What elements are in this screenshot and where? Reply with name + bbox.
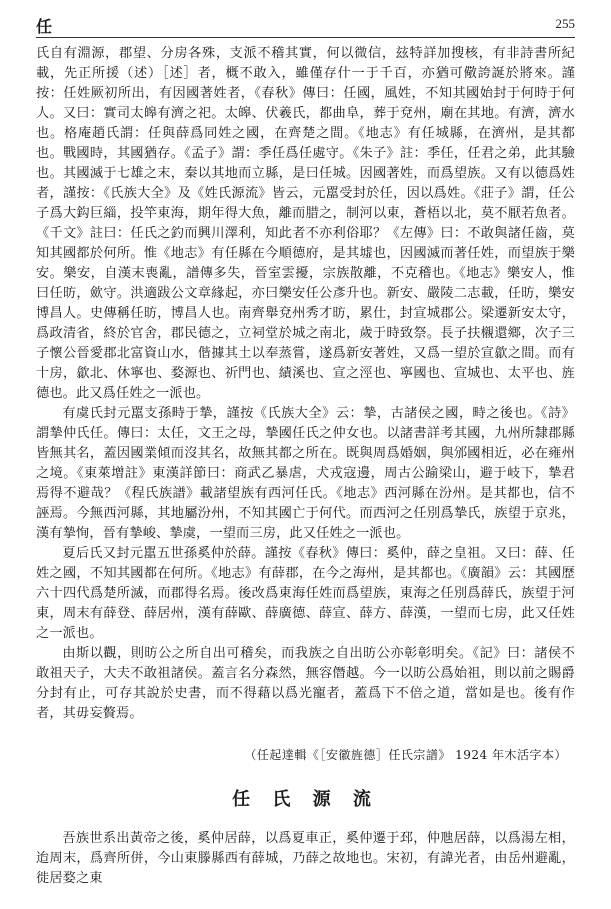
paragraph: 夏后氏又封元嚚五世孫奚仲於薛。謹按《春秋》傳曰：奚仲，薛之皇祖。又曰：薛、任姓之國，不知其國都在何所。《地志》有薛郡，在今之海州，是其都也。《廣韻》云：其國歷六十四代爲楚所滅，而郡得名焉。後改爲東海任姓而爲望族，東海之任別爲薛氏，族望于河東，周末有薛登、薛居州，漢有薛歐、薛廣德、薛宣、薛方、薛漢，一望而七房，此又任姓之一派也。 <box>36 546 575 641</box>
paragraph: 吾族世系出黃帝之後，奚仲居薛，以爲夏車正，奚仲遷于邳，仲虺居薛，以爲湯左相，迨周末，爲齊所併，今山東滕縣西有薛城，乃薛之故地也。宋初，有諱光者，由岳州避亂，徙居婺之東 <box>36 831 575 886</box>
page-header <box>36 14 575 36</box>
paragraph: 有虞氏封元嚚支孫畤于摯，謹按《氏族大全》云：摯，古諸侯之國，畤之後也。《詩》謂摯仲氏任。傳曰：太任，文王之母，摯國任氏之仲女也。以諸書詳考其國，九州所隸郡縣皆無其名，蓋因國業傾而沒其名，故無其都之所在。既與周爲婚姻，與邠國相近，必在雍州之境。《東萊增註》東漢詳節曰：商武乙暴虐，犬戎寇邊，周古公踰梁山，避于岐下，摯君焉得不避哉？《程氏族譜》載諸望族有西河任氏。《地志》西河縣在汾州。是其都也，信不誣焉。今無西河縣，其地屬汾州，不知其國亡于何代。而西河之任別爲摯氏，族望于京兆，漢有摯恂，晉有摯峻、摯虞，一望而三房，此又任姓之一派也。 <box>36 406 575 541</box>
running-title: 任 <box>36 17 53 36</box>
section-title: 任 氏 源 流 <box>232 789 379 810</box>
page-number: 255 <box>555 16 575 31</box>
source-citation: （任起達輯《［安徽旌德］任氏宗譜》 1924 年木活字本） <box>244 748 567 762</box>
paragraph: 氏自有淵源，郡望、分房各殊，支派不稽其實，何以微信，玆特詳加搜核，有非詩書所紀載，先正所援（述）［述］者，概不敢入，雖僅存什一于千百，亦猶可儆誇誕於將來。謹按：任姓厥初所出，有因國著姓者，《春秋》傳曰：任國，風姓，不知其國始封于何時于何人。又曰：實司太皞有濟之祀。太皞、伏羲氏，都曲阜，葬于兗州，廟在其地。有濟，濟水也。格庵趙氏謂：任與薛爲同姓之國，在齊楚之間。《地志》有任城縣，在濟州，是其都也。戰國時，其國猶存。《孟子》謂：季任爲任處守。《朱子》註：季任，任君之弟，此其驗也。其國滅于七雄之末，秦以其地而立縣，是曰任城。因國著姓，而爲望族。又有以德爲姓者，謹按：《氏族大全》及《姓氏源流》皆云，元嚚受封於任，因以爲姓。《莊子》謂，任公子爲大鈎巨緇，投竿東海，期年得大魚，離而腊之，制河以東，蒼梧以北，莫不厭若魚者。《千文》註曰：任氏之釣而興川澤利，知此者不亦利俗耶？《左傳》曰：不敢與諸任齒，莫知其國都於何所。惟《地志》有任縣在今順德府，是其墟也，因國滅而著任姓，而望族于樂安。樂安，自漢末喪亂，譜傳多失，晉室雲擾，宗族散離，不克稽也。《地志》樂安人，惟曰任昉，歛守。洪適跋公文章緣起，亦曰樂安任公彥升也。新安、嚴陵二志載，任昉，樂安博昌人。史傳稱任昉，博昌人也。南齊舉兗州秀才昉，累仕，封宣城郡公。梁遷新安太守，爲政清省，終於官舍，郡民德之，立祠堂於城之南北，歲于時致祭。長子扶櫬還鄉，次子三子懷公晉愛郡北富資山水，偕據其土以奉蒸嘗，遂爲新安著姓，又爲一望於宣歙之間。而有十房，歙北、休寧也、婺源也、祈門也、績溪也、宣之涇也、寧國也、宣城也、太平也、旌德也。此又爲任姓之一派也。 <box>36 46 575 401</box>
text-body <box>36 44 575 889</box>
paragraph: 由斯以觀，則昉公之所自出可稽矣，而我族之自出昉公亦彰彰明矣。《記》曰：諸侯不敢祖天子，大夫不敢祖諸侯。蓋言名分森然，無容僭越。今一以昉公爲始祖，則以前之賜爵分封有止，可存其說於史書，而不得藉以爲光寵者，蓋爲下不倍之道，當如是也。後有作者，其毋妄贅焉。 <box>36 646 575 721</box>
header-rule <box>36 37 575 38</box>
